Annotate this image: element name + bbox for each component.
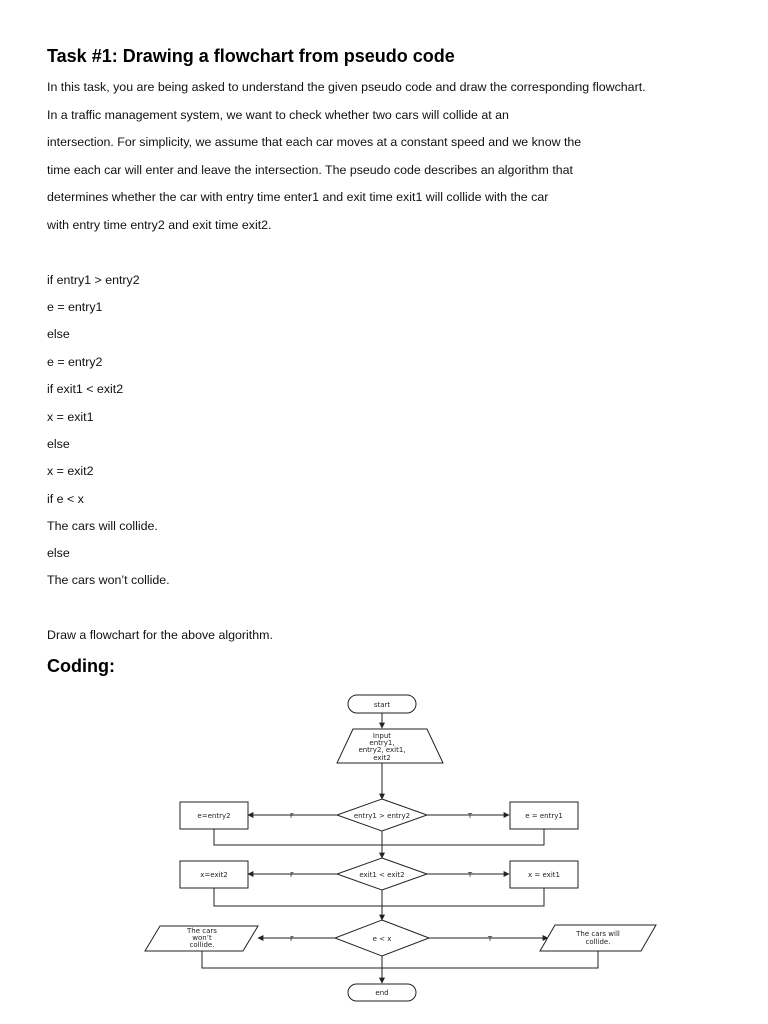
- process-label: e=entry2: [197, 812, 231, 820]
- task-intro: In this task, you are being asked to understand the given pseudo code and draw the corresponding flowchart.: [47, 80, 646, 94]
- decision-entry-comparison: [337, 799, 427, 831]
- pseudocode-line: e = entry2: [47, 355, 103, 369]
- task-title: Task #1: Drawing a flowchart from pseudo code: [47, 46, 455, 66]
- merge-line-d2-left: [214, 888, 382, 906]
- pseudocode-line: if exit1 < exit2: [47, 382, 124, 396]
- decision-exit-comparison: [337, 858, 427, 890]
- process-label: x=exit2: [200, 871, 228, 879]
- decision1-label: entry1 > entry2: [353, 812, 411, 820]
- start-label: start: [373, 701, 391, 709]
- decision3-label: e < x: [372, 935, 392, 943]
- merge-line-d3-left: [202, 951, 382, 968]
- false-label: F: [289, 812, 295, 820]
- process-x-exit2: [180, 861, 248, 888]
- input-label-line: exit2: [373, 754, 391, 762]
- coding-heading: Coding:: [47, 656, 115, 676]
- input-parallelogram: [337, 729, 443, 763]
- decision-collision-check: [335, 920, 429, 956]
- input-label-line: Input: [372, 732, 392, 740]
- process-label: x = exit1: [528, 871, 560, 879]
- pseudocode-line: if entry1 > entry2: [47, 273, 140, 287]
- output-label-line: The cars: [187, 927, 217, 935]
- merge-line-d2-right: [382, 888, 544, 906]
- description-line: intersection. For simplicity, we assume that each car moves at a constant speed and we know the: [47, 135, 582, 149]
- input-label-line: entry2, exit1,: [358, 746, 406, 754]
- pseudocode-line: else: [47, 327, 70, 341]
- input-label-line: entry1,: [369, 739, 395, 747]
- output-cars-wont-collide: [145, 926, 258, 951]
- output-label-line: collide.: [585, 938, 611, 946]
- process-x-exit1: [510, 861, 578, 888]
- instruction-text: Draw a flowchart for the above algorithm.: [47, 628, 273, 642]
- output-cars-will-collide: [540, 925, 656, 951]
- pseudocode-line: x = exit2: [47, 464, 94, 478]
- description-line: with entry time entry2 and exit time exit2.: [47, 218, 272, 232]
- start-terminator: [348, 695, 416, 713]
- true-label: T: [467, 871, 473, 879]
- pseudocode-line: else: [47, 546, 70, 560]
- pseudocode-line: The cars will collide.: [47, 519, 158, 533]
- merge-line-d1-left: [214, 829, 382, 845]
- process-label: e = entry1: [525, 812, 563, 820]
- description-line: In a traffic management system, we want to check whether two cars will collide at an: [47, 108, 509, 122]
- end-label: end: [375, 989, 389, 997]
- flowchart-diagram: [0, 680, 768, 1010]
- pseudocode-line: The cars won’t collide.: [47, 573, 170, 587]
- true-label: T: [487, 935, 493, 943]
- output-label-line: collide.: [189, 941, 215, 949]
- process-e-entry1: [510, 802, 578, 829]
- true-label: T: [467, 812, 473, 820]
- process-e-entry2: [180, 802, 248, 829]
- pseudocode-line: e = entry1: [47, 300, 103, 314]
- pseudocode-line: if e < x: [47, 492, 84, 506]
- merge-line-d1-right: [382, 829, 544, 845]
- pseudocode-line: x = exit1: [47, 410, 94, 424]
- false-label: F: [289, 871, 295, 879]
- description-line: determines whether the car with entry time enter1 and exit time exit1 will collide with the car: [47, 190, 549, 204]
- decision2-label: exit1 < exit2: [359, 871, 405, 879]
- false-label: F: [289, 935, 295, 943]
- description-line: time each car will enter and leave the intersection. The pseudo code describes an algorithm that: [47, 163, 573, 177]
- output-label-line: The cars will: [576, 930, 620, 938]
- merge-line-d3-right: [382, 951, 598, 968]
- output-label-line: won’t: [192, 934, 212, 942]
- end-terminator: [348, 984, 416, 1001]
- pseudocode-line: else: [47, 437, 70, 451]
